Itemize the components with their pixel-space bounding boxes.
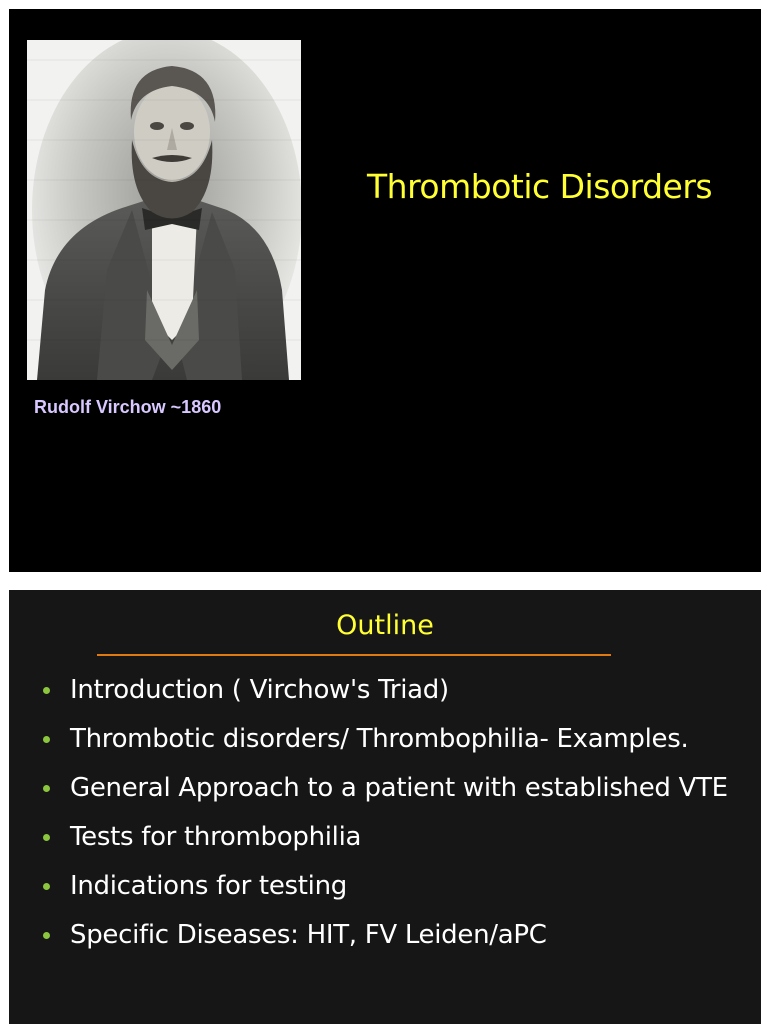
outline-list [9,670,761,964]
title-underline [97,654,611,656]
bullet-dot-icon [43,883,50,890]
outline-item-text: Introduction ( Virchow's Triad) [70,675,449,705]
portrait-image [27,40,301,380]
slide-title [9,9,761,572]
outline-item-text: Indications for testing [70,871,347,901]
bullet-dot-icon [43,687,50,694]
outline-item-text: Tests for thrombophilia [70,822,362,852]
outline-item-text: Specific Diseases: HIT, FV Leiden/aPC [70,920,547,950]
outline-item [9,866,761,906]
outline-item [9,817,761,857]
outline-item [9,719,761,759]
outline-item-text: Thrombotic disorders/ Thrombophilia- Examples. [70,724,689,754]
outline-item [9,670,761,710]
slide-outline [9,590,761,1024]
bullet-dot-icon [43,834,50,841]
outline-item [9,915,761,955]
bullet-dot-icon [43,932,50,939]
outline-item [9,768,761,808]
portrait-caption: Rudolf Virchow ~1860 [34,397,222,417]
bullet-dot-icon [43,736,50,743]
bullet-dot-icon [43,785,50,792]
outline-title: Outline [336,610,434,641]
outline-item-text: General Approach to a patient with established VTE [70,773,728,803]
slide-title-text: Thrombotic Disorders [367,167,713,206]
